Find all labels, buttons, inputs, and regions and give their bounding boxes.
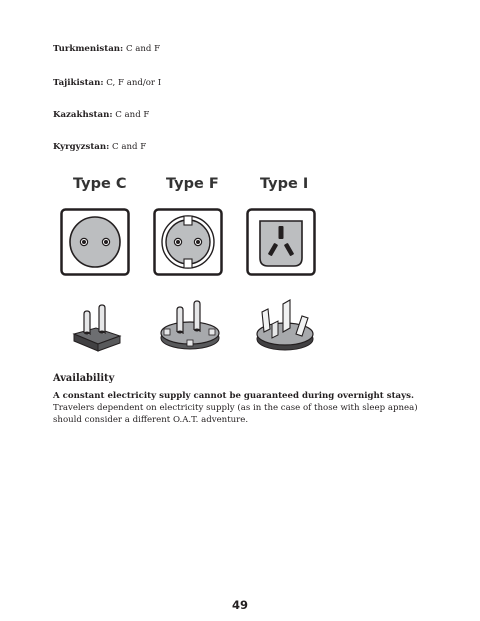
availability-bold-text: A constant electricity supply cannot be guaranteed during overnight stays. <box>53 391 414 401</box>
plug-types-value: C, F and/or I <box>106 78 162 88</box>
country-line-kyrgyzstan <box>53 142 146 153</box>
type-c-socket-icon <box>60 208 130 276</box>
country-line-kazakhstan <box>53 110 149 121</box>
plug-types-value: C and F <box>115 110 150 120</box>
country-line-turkmenistan <box>53 44 160 55</box>
availability-heading: Availability <box>53 373 115 384</box>
country-name: Turkmenistan: <box>53 44 124 54</box>
type-i-plug-icon <box>252 294 318 356</box>
type-i-socket-icon <box>246 208 316 276</box>
type-c-title: Type C <box>73 176 127 192</box>
country-name: Kazakhstan: <box>53 110 113 120</box>
country-name: Kyrgyzstan: <box>53 142 110 152</box>
type-f-plug-icon <box>157 294 223 356</box>
page-number: 49 <box>231 598 248 612</box>
type-c-plug-icon <box>64 294 130 356</box>
plug-types-value: C and F <box>112 142 147 152</box>
country-line-tajikistan <box>53 78 161 89</box>
plug-types-figure <box>56 176 328 358</box>
type-i-title: Type I <box>260 176 309 192</box>
availability-paragraph <box>53 390 433 426</box>
plug-types-value: C and F <box>125 44 161 54</box>
availability-body-text: Travelers dependent on electricity supply (as in the case of those with sleep apnea) should consider a different O.A.T. adventure. <box>53 403 418 425</box>
type-f-title: Type F <box>166 176 219 192</box>
country-name: Tajikistan: <box>53 78 104 88</box>
type-f-socket-icon <box>153 208 223 276</box>
